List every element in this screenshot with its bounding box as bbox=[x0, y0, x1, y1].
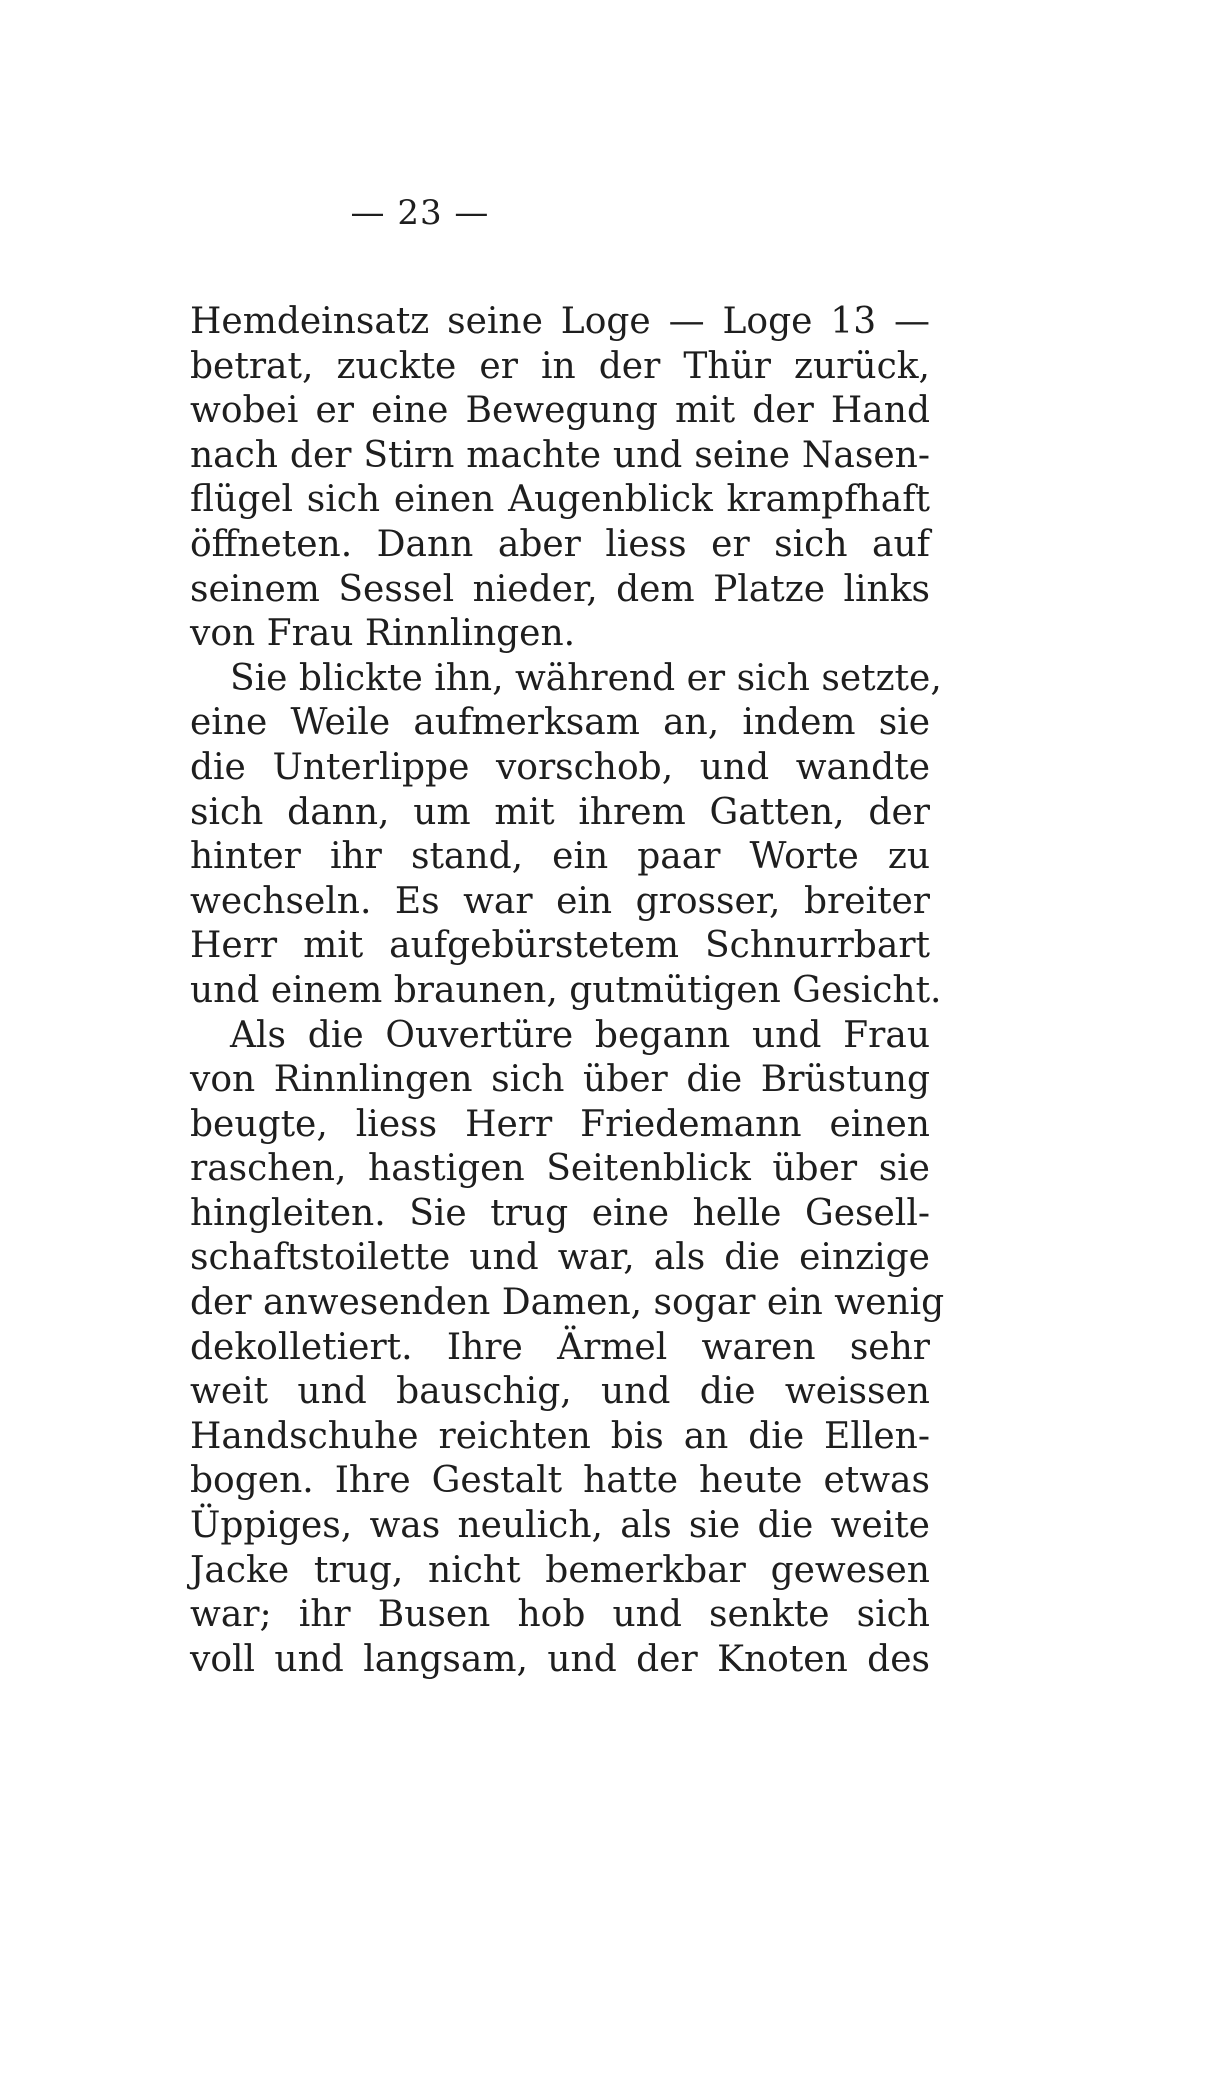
text-line: Sie blickte ihn, während er sich setzte, bbox=[230, 657, 942, 699]
text-line: beugte, liess Herr Friedemann einen bbox=[190, 1103, 930, 1145]
text-line: flügel sich einen Augenblick krampfhaft bbox=[190, 479, 930, 521]
body-text bbox=[190, 300, 945, 1682]
text-line: bogen. Ihre Gestalt hatte heute etwas bbox=[190, 1460, 930, 1502]
text-line: die Unterlippe vorschob, und wandte bbox=[190, 746, 930, 788]
text-line: dekolletiert. Ihre Ärmel waren sehr bbox=[190, 1326, 930, 1368]
text-line: seinem Sessel nieder, dem Platze links bbox=[190, 568, 930, 610]
text-line: eine Weile aufmerksam an, indem sie bbox=[190, 702, 930, 744]
text-line: schaftstoilette und war, als die einzige bbox=[190, 1237, 930, 1279]
text-line: raschen, hastigen Seitenblick über sie bbox=[190, 1148, 930, 1190]
text-line: Herr mit aufgebürstetem Schnurrbart bbox=[190, 925, 930, 967]
text-line: von Frau Rinnlingen. bbox=[190, 613, 576, 655]
text-line: hinter ihr stand, ein paar Worte zu bbox=[190, 836, 930, 878]
text-line: voll und langsam, und der Knoten des bbox=[190, 1638, 930, 1680]
text-line: Handschuhe reichten bis an die Ellen- bbox=[190, 1415, 930, 1457]
text-line: der anwesenden Damen, sogar ein wenig bbox=[190, 1282, 945, 1324]
text-line: nach der Stirn machte und seine Nasen- bbox=[190, 434, 930, 476]
text-line: von Rinnlingen sich über die Brüstung bbox=[190, 1059, 930, 1101]
text-line: Üppiges, was neulich, als sie die weite bbox=[190, 1505, 930, 1547]
text-line: wechseln. Es war ein grosser, breiter bbox=[190, 880, 930, 922]
text-line: öffneten. Dann aber liess er sich auf bbox=[190, 523, 930, 565]
page-number: — 23 — bbox=[350, 193, 490, 233]
text-line: Hemdeinsatz seine Loge — Loge 13 — bbox=[190, 301, 930, 342]
text-line: sich dann, um mit ihrem Gatten, der bbox=[190, 791, 930, 833]
text-line: hingleiten. Sie trug eine helle Gesell- bbox=[190, 1192, 930, 1234]
text-line: war; ihr Busen hob und senkte sich bbox=[190, 1594, 930, 1636]
text-line: betrat, zuckte er in der Thür zurück, bbox=[190, 345, 930, 387]
text-line: weit und bauschig, und die weissen bbox=[190, 1371, 930, 1413]
text-line: Jacke trug, nicht bemerkbar gewesen bbox=[190, 1549, 930, 1591]
text-line: und einem braunen, gutmütigen Gesicht. bbox=[190, 969, 942, 1011]
text-line: Als die Ouvertüre begann und Frau bbox=[230, 1014, 930, 1056]
text-line: wobei er eine Bewegung mit der Hand bbox=[190, 390, 930, 432]
